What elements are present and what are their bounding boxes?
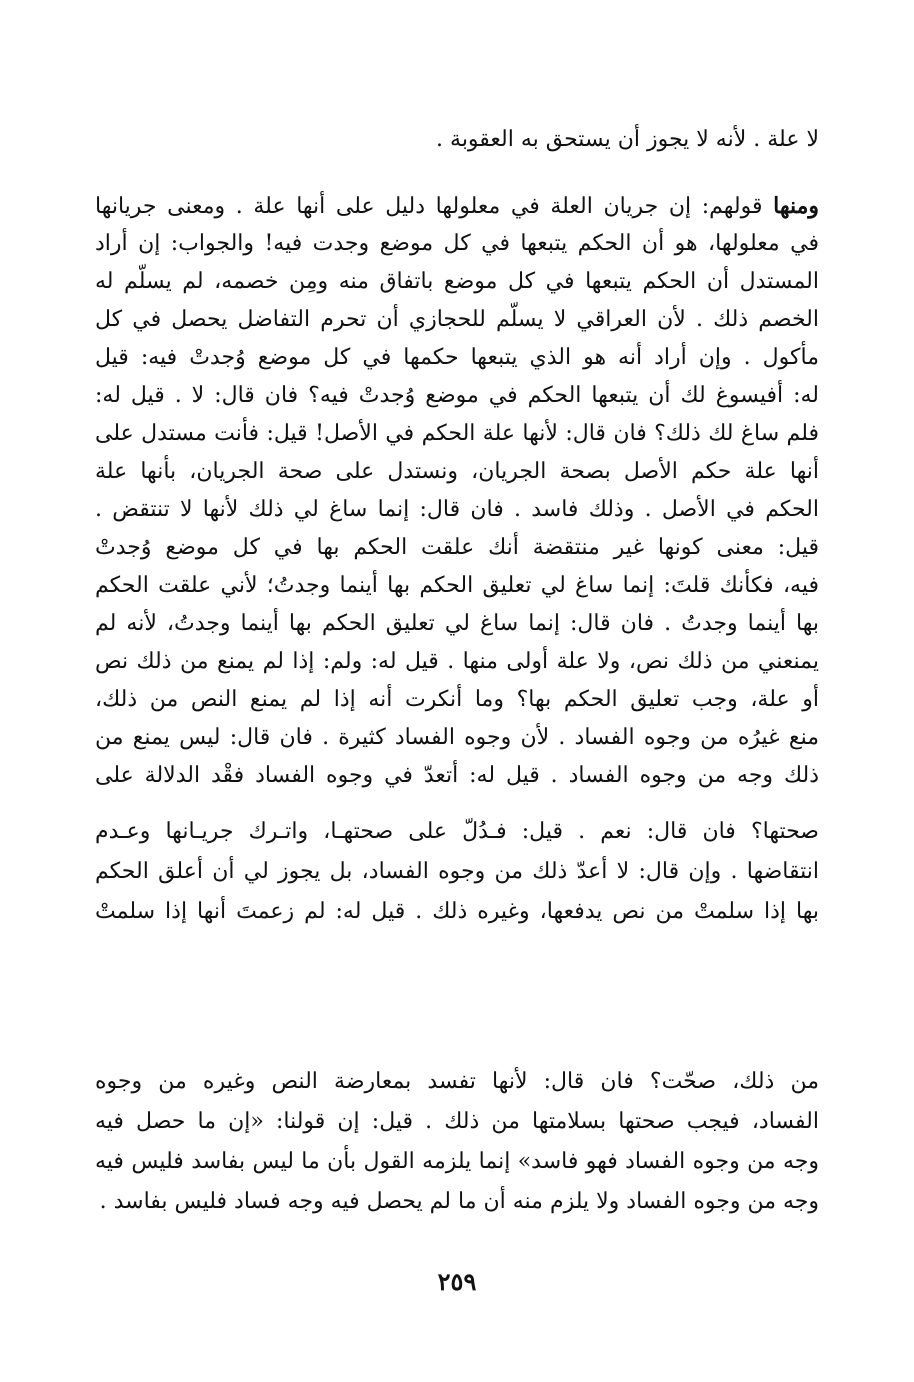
text-line: لا علة . لأنه لا يجوز أن يستحق به العقوبة . [436, 127, 819, 152]
text-line-rest: قولهم: إن جريان العلة في معلولها دليل على أنها علة . ومعنى جريانها [95, 194, 774, 219]
text-line: صحتها؟ فان قال: نعم . قيل: فـدُلّ على صحتهـا، واتـرك جريـانها وعـدم [95, 819, 819, 844]
text-line: بها إذا سلمتْ من نص يدفعها، وغيره ذلك . قيل له: لم زعمتَ أنها إذا سلمتْ [95, 899, 819, 924]
text-line: انتقاضها . وإن قال: لا أعدّ ذلك من وجوه الفساد، بل يجوز لي أن أعلق الحكم [95, 859, 819, 884]
text-line: منع غيرُه من وجوه الفساد . لأن وجوه الفساد كثيرة . فان قال: ليس يمنع من [95, 725, 819, 750]
text-line: من ذلك، صحّت؟ فان قال: لأنها تفسد بمعارضة النص وغيره من وجوه [95, 1069, 819, 1094]
text-line: مأكول . وإن أراد أنه هو الذي يتبعها حكمها في كل موضع وُجدتْ فيه: قيل [95, 345, 819, 370]
text-line: وجه من وجوه الفساد ولا يلزم منه أن ما لم يحصل فيه وجه فساد فليس بفاسد . [99, 1189, 819, 1214]
text-line: ذلك وجه من وجوه الفساد . قيل له: أتعدّ في وجوه الفساد فقْد الدلالة على [95, 763, 819, 788]
text-line: قيل: معنى كونها غير منتقضة أنك علقت الحكم بها في كل موضع وُجدتْ [95, 535, 819, 560]
text-line: الخصم ذلك . لأن العراقي لا يسلّم للحجازي أن تحرم التفاضل يحصل في كل [95, 307, 819, 332]
text-line: أو علة، وجب تعليق الحكم بها؟ وما أنكرت أنه إذا لم يمنع النص من ذلك، [95, 687, 819, 712]
text-line: له: أفيسوغ لك أن يتبعها الحكم في موضع وُجدتْ فيه؟ فان قال: لا . قيل له: [95, 383, 819, 408]
text-line: يمنعني من ذلك نص، ولا علة أولى منها . قيل له: ولم: إذا لم يمنع من ذلك نص [95, 649, 819, 674]
text-line: في معلولها، هو أن الحكم يتبعها في كل موضع وجدت فيه! والجواب: إن أراد [95, 231, 819, 256]
page-number: ٢٥٩ [437, 1267, 477, 1296]
text-line: الحكم في الأصل . وذلك فاسد . فان قال: إنما ساغ لي ذلك لأنها لا تنتقض . [95, 497, 819, 522]
text-line: أنها علة حكم الأصل بصحة الجريان، ونستدل على صحة الجريان، بأنها علة [95, 459, 819, 484]
paragraph-first-line [95, 186, 819, 226]
text-line: وجه من وجوه الفساد فهو فاسد» إنما يلزمه القول بأن ما ليس بفاسد فليس فيه [95, 1149, 819, 1174]
text-line: بها أينما وجدتُ . فان قال: إنما ساغ لي تعليق الحكم بها أينما وجدتُ، لأنه لم [95, 611, 819, 636]
paragraph-lead-word: ومنها [773, 193, 819, 219]
text-line: الفساد، فيجب صحتها بسلامتها من ذلك . قيل: إن قولنا: «إن ما حصل فيه [95, 1109, 819, 1134]
text-line: فلم ساغ لك ذلك؟ فان قال: لأنها علة الحكم في الأصل! قيل: فأنت مستدل على [95, 421, 819, 446]
text-line: المستدل أن الحكم يتبعها في كل موضع باتفاق منه ومِن خصمه، لم يسلّم له [95, 269, 819, 294]
text-line: فيه، فكأنك قلتَ: إنما ساغ لي تعليق الحكم بها أينما وجدتُ؛ لأني علقت الحكم [95, 573, 819, 598]
